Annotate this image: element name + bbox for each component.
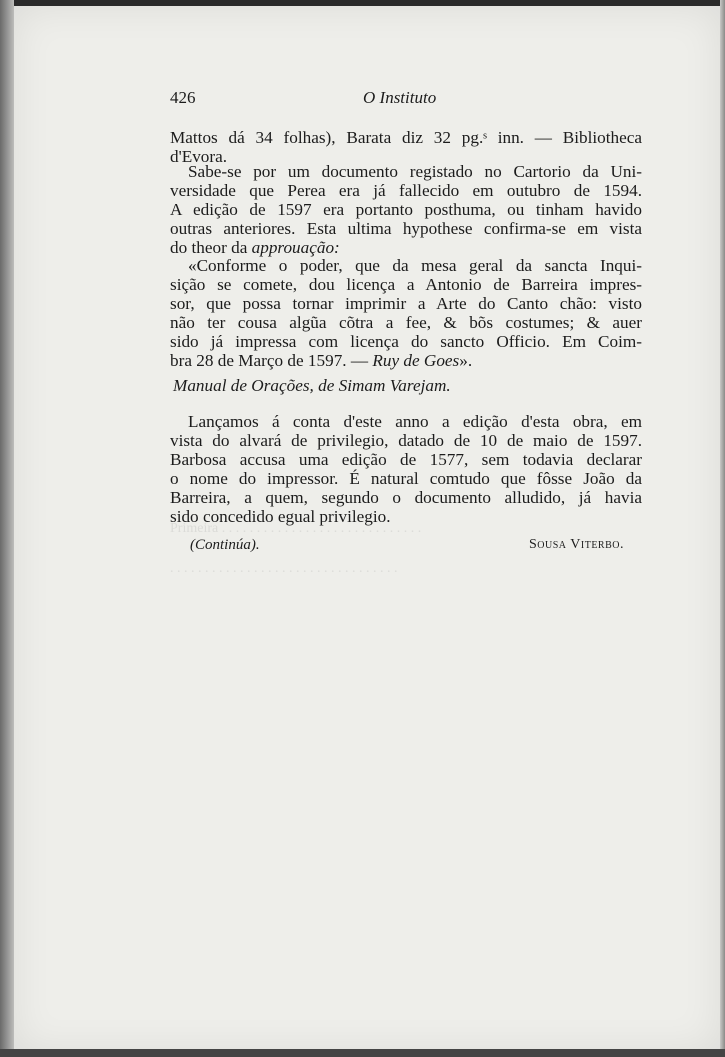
text-line: o nome do impressor. É natural comtudo que fôsse João da (170, 469, 642, 488)
page-number: 426 (170, 88, 196, 107)
signatory-name: Ruy de Goes (372, 351, 460, 370)
text-line (170, 351, 642, 370)
text-line: vista do alvará de privilegio, datado de 10 de maio de 1597. (170, 431, 642, 450)
text-run: bra 28 de Março de 1597. — (170, 351, 373, 370)
continuation-text (170, 128, 642, 166)
text-line: sido já impressa com licença do sancto Officio. Em Coim- (170, 332, 642, 351)
text-line (170, 238, 642, 257)
text-line: A edição de 1597 era portanto posthuma, ou tinham havido (170, 200, 642, 219)
scan-right-edge (720, 0, 725, 1057)
text-line: não ter cousa algũa cõtra a fee, & bõs costumes; & auer (170, 313, 642, 332)
show-through-text: Primeira . . . . . . . . . . . . . . . . . . . . . . . . . . . . . (170, 521, 422, 536)
page-header (170, 88, 640, 112)
text-line: d'Evora. (170, 147, 228, 166)
text-line: Barreira, a quem, segundo o documento alludido, já havia (170, 488, 642, 507)
show-through-text: . . . . . . . . . . . . . . . . . . . . . . . . . . . . . . . . . (170, 561, 398, 576)
text-line: sido concedido egual privilegio. (170, 507, 391, 526)
text-line: Sabe-se por um documento registado no Cartorio da Uni- (188, 162, 642, 181)
author-signature: Sousa Viterbo. (529, 537, 624, 552)
paragraph-1 (170, 162, 642, 257)
text-line: sor, que possa tornar imprimir a Arte do Canto chão: visto (170, 294, 642, 313)
scan-left-edge (0, 0, 14, 1057)
running-title: O Instituto (363, 88, 437, 107)
italic-term: approuação: (251, 238, 340, 257)
paragraph-2 (170, 412, 642, 526)
text-line: Lançamos á conta d'este anno a edição d'esta obra, em (188, 412, 642, 431)
text-run: ». (459, 351, 473, 370)
text-line: Mattos dá 34 folhas), Barata diz 32 pg.ˢ inn. — Bibliotheca (170, 128, 642, 147)
quoted-license (170, 256, 642, 370)
text-line: «Conforme o poder, que da mesa geral da sancta Inqui- (188, 256, 642, 275)
scan-bottom-edge (0, 1049, 725, 1057)
text-line: sição se comete, dou licença a Antonio de Barreira impres- (170, 275, 642, 294)
text-line: Barbosa accusa uma edição de 1577, sem todavia declarar (170, 450, 642, 469)
text-line: outras anteriores. Esta ultima hypothese confirma-se em vista (170, 219, 642, 238)
page-footer (170, 537, 624, 559)
section-title: Manual de Orações, de Simam Varejam. (173, 376, 451, 395)
text-run: do theor da (170, 238, 252, 257)
text-line: versidade que Perea era já fallecido em outubro de 1594. (170, 181, 642, 200)
continued-note: (Continúa). (190, 537, 260, 553)
